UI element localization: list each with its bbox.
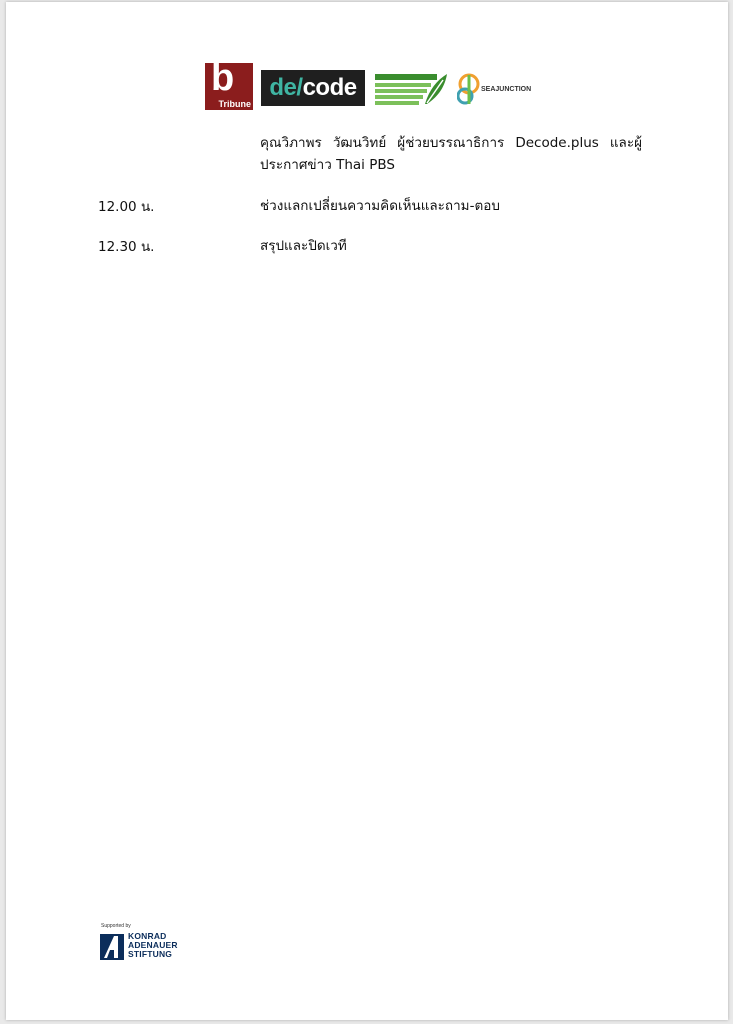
speaker-description: คุณวิภาพร วัฒนวิทย์ ผู้ช่วยบรรณาธิการ Decode.plus และผู้ประกาศข่าว Thai PBS [260,135,642,173]
decode-logo-suffix: code [302,74,357,101]
kas-stiftung: STIFTUNG [128,949,173,959]
decode-logo-prefix: de/ [269,74,303,101]
kas-konrad: KONRAD [128,931,167,941]
agenda-item-1: ช่วงแลกเปลี่ยนความคิดเห็นและถาม-ตอบ [260,198,500,214]
document-page [6,2,728,1020]
bangkok-tribune-logo [205,57,253,110]
tribune-logo-letter: b [211,57,235,99]
tribune-logo-word: Tribune [218,99,251,109]
decode-logo [261,70,365,106]
header-logos [205,57,535,114]
sea-junction-mark-icon [457,70,481,110]
kas-name [128,932,178,959]
sea-junction-logo [457,70,537,110]
pen-leaf-icon [423,72,449,106]
environment-journalists-logo [375,68,455,108]
kas-adenauer: ADENAUER [128,940,178,950]
agenda-item-2: สรุปและปิดเวที [260,238,347,254]
konrad-adenauer-stiftung-logo [100,923,210,963]
kas-mark-icon [100,934,124,960]
agenda-time-2: 12.30 น. [98,239,155,255]
sea-junction-text: SEAJUNCTION [481,86,532,93]
supported-by-label: Supported by [101,923,131,929]
agenda-time-1: 12.00 น. [98,199,155,215]
